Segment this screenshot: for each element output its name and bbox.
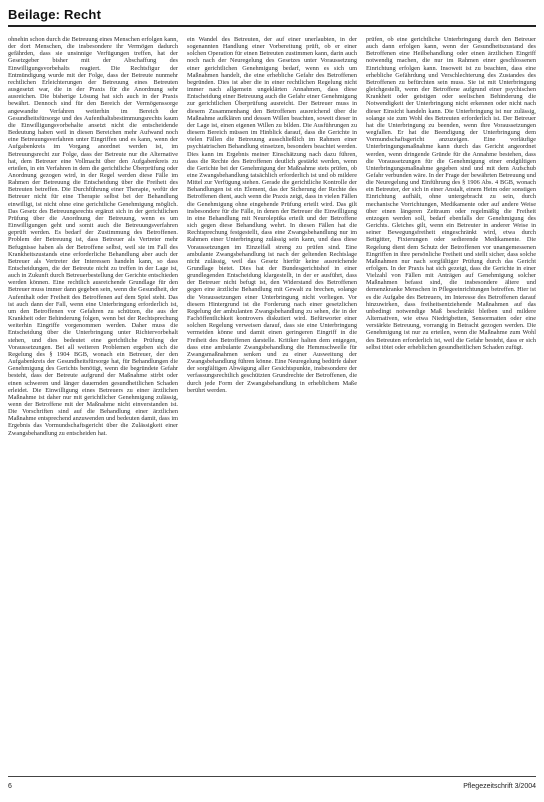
column-3-text: prüfen, ob eine gerichtliche Unterbringung durch den Betreuer auch dann erfolgen kann, wenn der Gesundheitszustand des Betroffenen eine Heilbehandlung oder einen ärztlichen Eingriff notwendig machen, die nur im Rahmen einer geschlossenen Einrichtung erfolgen kann. Insoweit ist zu beachten, dass eine erhebliche Gefährdung und Verschlechterung des Zustandes des Betroffenen zu befürchten sein muss. Sie ist mit Unterbringung gleichgestellt, wenn der Betroffene aufgrund einer psychischen Krankheit oder geistigen oder seelischen Behinderung die Notwendigkeit der Unterbringung nicht erkennen oder nicht nach dieser Einsicht handeln kann. Die Unterbringung ist nur zulässig, solange sie zum Wohl des Betreuten erforderlich ist. Der Betreuer hat die Unterbringung zu beenden, wenn ihre Voraussetzungen wegfallen. Er hat die Beendigung der Unterbringung dem Vormundschaftsgericht anzuzeigen. Eine vorläufige Unterbringungsmaßnahme kann durch das Gericht angeordnet werden, wenn dringende Gründe für die Annahme bestehen, dass die Voraussetzungen für die Genehmigung einer endgültigen Unterbringungsmaßnahme gegeben sind und mit dem Aufschub Gefahr verbunden wäre. In der Frage der bewährten Betreuung und die Neuregelung und Einführung des § 1906 Abs. 4 BGB, wonach ein Betreuter, der sich in einer Anstalt, einem Heim oder sonstigen Einrichtung aufhält, ohne untergebracht zu sein, durch mechanische Vorrichtungen, Medikamente oder auf andere Weise über einen längeren Zeitraum oder regelmäßig die Freiheit entzogen werden soll, bedarf ebenfalls der Genehmigung des Gerichts. Gleiches gilt, wenn ein Betreuter in anderer Weise in seiner Bewegungsfreiheit eingeschränkt wird, etwa durch Bettgitter, Fixierungen oder sedierende Medikamente. Die Regelung dient dem Schutz der Betroffenen vor unangemessenen Eingriffen in ihre persönliche Freiheit und stellt sicher, dass solche Maßnahmen nur nach sorgfältiger Prüfung durch das Gericht erfolgen. In der Praxis hat sich gezeigt, dass die Gerichte in einer Vielzahl von Fällen mit Anträgen auf Genehmigung solcher Maßnahmen befasst sind, die insbesondere ältere und demenzkranke Menschen in Pflegeeinrichtungen betreffen. Hier ist es die Aufgabe des Betreuers, im Interesse des Betroffenen darauf hinzuwirken, dass freiheitsentziehende Maßnahmen auf das unbedingt notwendige Maß beschränkt bleiben und mildere Alternativen, wie etwa Niedrigbetten, Sensormatten oder eine verstärkte Betreuung, vorrangig in Betracht gezogen werden. Die Genehmigung ist nur zu erteilen, wenn die Maßnahme zum Wohl des Betreuten erforderlich ist, weil die Gefahr besteht, dass er sich selbst tötet oder erheblichen gesundheitlichen Schaden zufügt. bbox=[366, 36, 536, 351]
header-divider bbox=[8, 25, 536, 27]
column-2-text: ein Wandel des Betreuten, der auf einer unerlaubten, in der sogenannten Handlung einer Vorbereitung prüft, ob er einer solchen Operation für einen Betreuten zustimmen kann, darin auch noch nach der Neuregelung des Gesetzes unter Voraussetzung einer gerichtlichen Genehmigung bedarf, wenn es sich um Maßnahmen handelt, die eine erhebliche Gefahr des Betroffenen begründen. Dies ist aber die in einer rechtlichen Regelung nicht immer nach allgemein ungeklärten Annahmen, dass diese Entscheidung einer Betreuung auch die Gefahr einer Genehmigung zur gerichtlichen Überprüfung ausreicht. Der Betreuer muss in diesem Zusammenhang den Betroffenen ausreichend über die Maßnahme aufklären und dessen Willen beachten, soweit dieser in der Lage ist, einen eigenen Willen zu bilden. Die Ausführungen zu diesem Bereich müssen im Hinblick darauf, dass die Gerichte in vielen Fällen die Betreuung ausschließlich im Rahmen einer psychiatrischen Behandlung einsetzen, besonders beachtet werden. Dies kann im Ergebnis meiner Einschätzung nach dazu führen, dass die Rechte des Betroffenen deutlich gestärkt werden, wenn die Gerichte bei der Genehmigung der Maßnahme stets prüfen, ob eine Zwangsbehandlung tatsächlich erforderlich ist und ob mildere Mittel zur Verfügung stehen. Gerade die gerichtliche Kontrolle der Behandlungen ist ein Element, das der Sicherung der Rechte des Betroffenen dient, auch wenn die Praxis zeigt, dass in vielen Fällen die Genehmigung ohne eingehende Prüfung erteilt wird. Das gilt insbesondere für die Fälle, in denen der Betreuer die Einwilligung in eine Behandlung mit Neuroleptika erteilt und der Betroffene sich gegen diese Behandlung wehrt. In diesen Fällen hat die Rechtsprechung festgestellt, dass eine Zwangsbehandlung nur im Rahmen einer Unterbringung zulässig sein kann, und dass diese Voraussetzungen im Einzelfall streng zu prüfen sind. Eine ambulante Zwangsbehandlung ist nach der geltenden Rechtslage nicht zulässig, weil das Gesetz hierfür keine ausreichende Grundlage bietet. Dies hat der Bundesgerichtshof in einer grundlegenden Entscheidung klargestellt, in der er ausführt, dass der Betreuer nicht befugt ist, den Widerstand des Betroffenen gegen eine ärztliche Behandlung mit Gewalt zu brechen, solange die Voraussetzungen einer Unterbringung nicht vorliegen. Vor diesem Hintergrund ist die Forderung nach einer gesetzlichen Regelung der ambulanten Zwangsbehandlung zu sehen, die in der Fachöffentlichkeit kontrovers diskutiert wird. Befürworter einer solchen Regelung verweisen darauf, dass sie eine Unterbringung vermeiden könne und damit einen geringeren Eingriff in die Freiheit des Betroffenen darstelle. Kritiker halten dem entgegen, dass eine ambulante Zwangsbehandlung die Hemmschwelle für Zwangsmaßnahmen senken und zu einer Ausweitung der Zwangsbehandlung führen könne. Eine Neuregelung bedürfe daher der sorgfältigen Abwägung aller Gesichtspunkte, insbesondere der verfassungsrechtlich geschützten Grundrechte der Betroffenen, die durch jede Form der Zwangsbehandlung in erheblichem Maße berührt werden. bbox=[187, 36, 357, 394]
footer-divider bbox=[8, 776, 536, 777]
section-title: Beilage: Recht bbox=[8, 7, 102, 22]
issue-label: Pflegezeitschrift 3/2004 bbox=[463, 783, 536, 790]
page-header bbox=[8, 5, 536, 35]
page-number: 6 bbox=[8, 783, 12, 790]
page-footer bbox=[8, 776, 536, 798]
text-column-3 bbox=[366, 36, 536, 776]
column-1-text: ohnehin schon durch die Betreuung eines Menschen erfolgen kann, der dort Menschen, die insbesondere ihr Vermögen dadurch gefährden, dass sie unsinnige Verfügungen treffen, hat der Gesetzgeber bisher mit der Abschaffung des Einwilligungsvorbehalts reagiert. Die Rechtsfigur der Entmündigung wurde mit der Folge, dass der Betreute nunmehr rechtlichen Erleichterungen der Betreuung eines Betreuten ausgesetzt war, die in der Praxis für die Anordnung sehr ausreichen. Die bisherige Lösung hat sich auch in der Praxis bewährt. Dennoch sind für den Bereich der Vermögenssorge angewandte Verfahren weiterhin im Bereich der Gesundheitsfürsorge und des Aufenthaltsbestimmungsrechts kaum die Einwilligungsvorbehalte ansetzt nicht die entscheidende Bedeutung haben weil in diesen Bereichen mehr Aufwand noch eine Betreuungsverfahren unter Eingriffen und es kann, wenn der Aufgabenkreis im Vorgang anordnet werden ist, im Betreuungsrecht zur Folge, dass der Betreute nur die Alternative hat, dem Betreuer eine Vollmacht über den Aufgabenkreis zu erteilen, in ein Verfahren in dem die gerichtliche Überprüfung oder Anordnung gezogen wird, in der Regel werden diese Fälle im Rahmen der Betreuung die Entscheidung über die Freiheit des Betreuten betreffen. Die Durchführung einer Therapie, wofür der Betreuer nicht für eine Therapie selbst bei der Behandlung einwilligt, ist nicht ohne eine gerichtliche Genehmigung möglich. Das Gesetz des Betreuungsrechts ergänzt sich in der gerichtlichen Prüfung über die Anordnung der Betreuung, wenn es um Einwilligungen geht und somit auch die Betreuungsverfahren geprüft werden. Es bedarf der Zustimmung des Betroffenen. Problem der Betreuung ist, dass Betreuer als Vertreter mehr Befugnisse haben als der Betroffene selbst, weil sie im Fall des Krankheitszustands eine erforderliche Behandlung aber auch der Betreuer als Vertreter der Interessen handeln kann, so dass Entscheidungen, die der Betreute nicht zu treffen in der Lage ist, auch in Zukunft durch Betreuerbestellung der Gerichte entschieden werden können. Eine rechtlich ausreichende Grundlage für den Betreuer muss immer dann gegeben sein, wenn die Gesundheit, der Aufenthalt oder Freiheit des Betroffenen auf dem Spiel steht. Das ist auch dann der Fall, wenn eine Unterbringung erforderlich ist, um den Betroffenen vor Gefahren zu schützen, die aus der Krankheit oder Behinderung folgen, wenn bei der Rechtsprechung weiterhin Eingriffe vorgenommen werden. Daher muss die Entscheidung über die Unterbringung unter Richtervorbehalt stehen, und dies bedeutet eine gerichtliche Prüfung der Voraussetzungen. Bei all weiteren Problemen ergeben sich die Regelung des § 1904 BGB, wonach ein Betreuer, der den Aufgabenkreis der Gesundheitsfürsorge hat, für Behandlungen die Genehmigung des Gerichts benötigt, wenn die begründete Gefahr besteht, dass der Betreute aufgrund der Maßnahme stirbt oder einen schweren und länger dauernden gesundheitlichen Schaden erleidet. Die Einwilligung eines Betreuers zu einer ärztlichen Maßnahme ist daher nur mit gerichtlicher Genehmigung zulässig, wenn der Betroffene mit der Maßnahme nicht einverstanden ist. Die Vorschriften sind auf die Behandlung einer ärztlichen Maßnahme entsprechend anzuwenden und bedeuten damit, dass im Ergebnis das Vormundschaftsgericht über die Zulässigkeit einer Zwangsbehandlung zu entscheiden hat. bbox=[8, 36, 178, 437]
article-body bbox=[8, 36, 536, 776]
text-column-2 bbox=[187, 36, 357, 776]
text-column-1 bbox=[8, 36, 178, 776]
